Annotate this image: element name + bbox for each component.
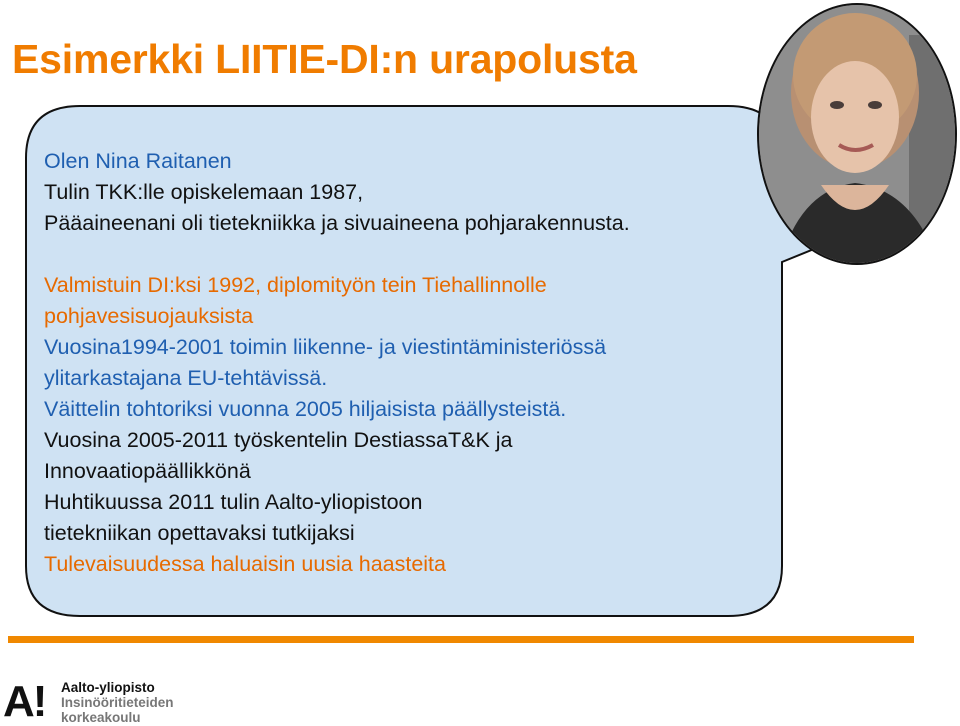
career-graduation-b: pohjavesisuojauksista bbox=[44, 304, 254, 328]
career-doctorate: Väittelin tohtoriksi vuonna 2005 hiljaisista päällysteistä. bbox=[44, 397, 567, 421]
aalto-logo bbox=[3, 676, 263, 724]
career-ministry-b: ylitarkastajana EU-tehtävissä. bbox=[44, 366, 328, 390]
bio-text bbox=[44, 146, 744, 580]
career-destia-a: Vuosina 2005-2011 työskentelin DestiassaT&K ja bbox=[44, 428, 513, 452]
career-future: Tulevaisuudessa haluaisin uusia haasteita bbox=[44, 552, 446, 576]
logo-line-2: Insinööritieteiden bbox=[61, 695, 174, 710]
page-title: Esimerkki LIITIE-DI:n urapolusta bbox=[12, 36, 637, 82]
logo-line-3: korkeakoulu bbox=[61, 710, 141, 725]
career-destia-b: Innovaatiopäällikkönä bbox=[44, 459, 251, 483]
career-aalto-b: tietekniikan opettavaksi tutkijaksi bbox=[44, 521, 355, 545]
intro-name: Olen Nina Raitanen bbox=[44, 149, 232, 173]
intro-line-1: Tulin TKK:lle opiskelemaan 1987, bbox=[44, 180, 364, 204]
aalto-logo-text bbox=[61, 680, 174, 725]
career-ministry-a: Vuosina1994-2001 toimin liikenne- ja viestintäministeriössä bbox=[44, 335, 607, 359]
intro-line-2: Pääaineenani oli tietekniikka ja sivuaineena pohjarakennusta. bbox=[44, 211, 630, 235]
career-aalto-a: Huhtikuussa 2011 tulin Aalto-yliopistoon bbox=[44, 490, 423, 514]
career-graduation-a: Valmistuin DI:ksi 1992, diplomityön tein Tiehallinnolle bbox=[44, 273, 547, 297]
logo-line-1: Aalto-yliopisto bbox=[61, 680, 155, 695]
portrait-photo bbox=[757, 3, 957, 265]
aalto-logo-mark: A! bbox=[3, 677, 46, 726]
orange-divider bbox=[8, 636, 914, 643]
